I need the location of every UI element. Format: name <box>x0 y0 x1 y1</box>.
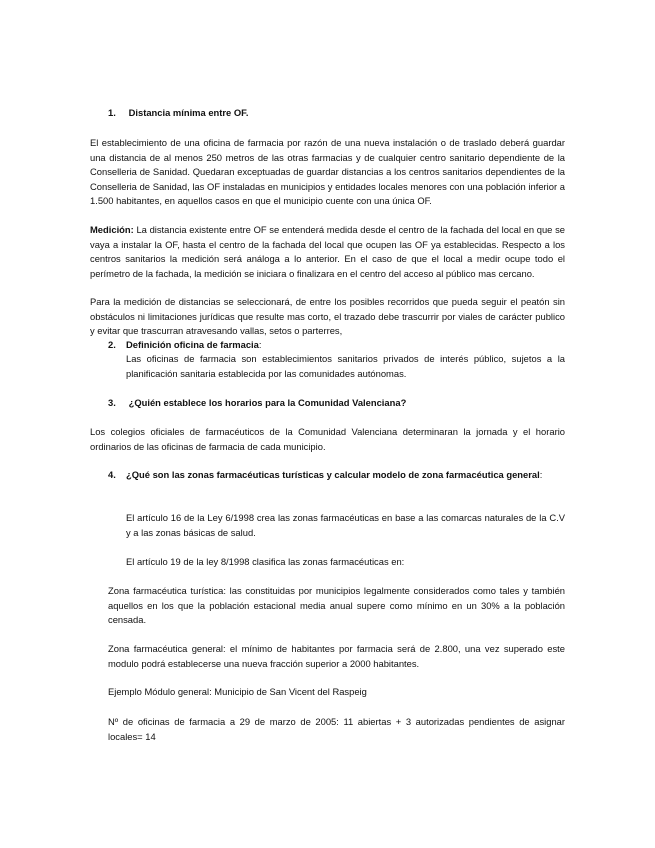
section-4-title: ¿Qué son las zonas farmacéuticas turísticas y calcular modelo de zona farmacéutica general <box>126 469 540 480</box>
section-4-title-suffix: : <box>539 469 543 480</box>
section-4-zona-general: Zona farmacéutica general: el mínimo de habitantes por farmacia será de 2.800, una vez superado este modulo podrá establecerse una nueva fracción superior a 2000 habitantes. <box>108 643 565 669</box>
section-4-art19: El artículo 19 de la ley 8/1998 clasifica las zonas farmacéuticas en: <box>126 556 405 567</box>
section-1-paragraph-1: El establecimiento de una oficina de farmacia por razón de una nueva instalación o de traslado deberá guardar una distancia de al menos 250 metros de las otras farmacias y de cualquier centro sanitario dependiente de la Conselleria de Sanidad. Quedaran exceptuadas de guardar distancias a los centros sanitarios dependientes de la Conselleria de Sanidad, las OF instaladas en municipios y entidades locales menores con una población inferior a 1.500 habitantes, en aquellos casos en que el municipio cuente con una única OF. <box>90 137 565 206</box>
section-1-medicion-paragraph <box>90 223 565 281</box>
section-1-heading <box>108 106 568 121</box>
section-1-number: 1. <box>108 107 116 118</box>
section-3-title: ¿Quién establece los horarios para la Comunidad Valenciana? <box>128 397 407 408</box>
section-2-heading <box>108 338 568 353</box>
section-4-ejemplo: Ejemplo Módulo general: Municipio de San Vicent del Raspeig <box>108 686 367 697</box>
section-4-zona-turistica: Zona farmacéutica turística: las constituidas por municipios legalmente considerados como tales y también aquellos en los que la población estacional media anual supere como mínimo en un 30% a la población censada. <box>108 585 565 625</box>
section-2-number: 2. <box>108 339 116 350</box>
section-4-art16: El artículo 16 de la Ley 6/1998 crea las zonas farmacéuticas en base a las comarcas naturales de la C.V y a las zonas básicas de salud. <box>126 512 565 538</box>
section-3-number: 3. <box>108 397 116 408</box>
section-4-oficinas: Nº de oficinas de farmacia a 29 de marzo de 2005: 11 abiertas + 3 autorizadas pendientes de asignar locales= 14 <box>108 716 565 742</box>
section-3-heading <box>108 396 568 411</box>
medicion-text: La distancia existente entre OF se entenderá medida desde el centro de la fachada del local en que se vaya a instalar la OF, hasta el centro de la fachada del local que ocupen las OF ya establecidas. Respecto a los centros sanitarios la medición será análoga a lo anterior. En el caso de que el local a medir ocupe todo el perímetro de la fachada, la medición se iniciara o finalizara en el centro del acceso al público mas cercano. <box>90 224 565 279</box>
section-1-paragraph-3: Para la medición de distancias se seleccionará, de entre los posibles recorridos que pueda seguir el peatón sin obstáculos ni limitaciones jurídicas que resulte mas corto, el trazado debe trascurrir por viales de carácter publico y evitar que trascurran atravesando vallas, setos o parterres, <box>90 296 565 336</box>
section-2-text: Las oficinas de farmacia son establecimientos sanitarios privados de interés público, sujetos a la planificación sanitaria establecida por las comunidades autónomas. <box>126 353 565 379</box>
medicion-label: Medición: <box>90 224 134 235</box>
section-4-number: 4. <box>108 469 116 480</box>
section-3-text: Los colegios oficiales de farmacéuticos de la Comunidad Valenciana determinaran la jornada y el horario ordinarios de las oficinas de farmacia de cada municipio. <box>90 426 565 452</box>
section-2-title: Definición oficina de farmacia <box>126 339 259 350</box>
section-1-title: Distancia mínima entre OF. <box>128 107 249 118</box>
section-4-heading <box>108 468 583 483</box>
section-2-title-suffix: : <box>258 339 262 350</box>
